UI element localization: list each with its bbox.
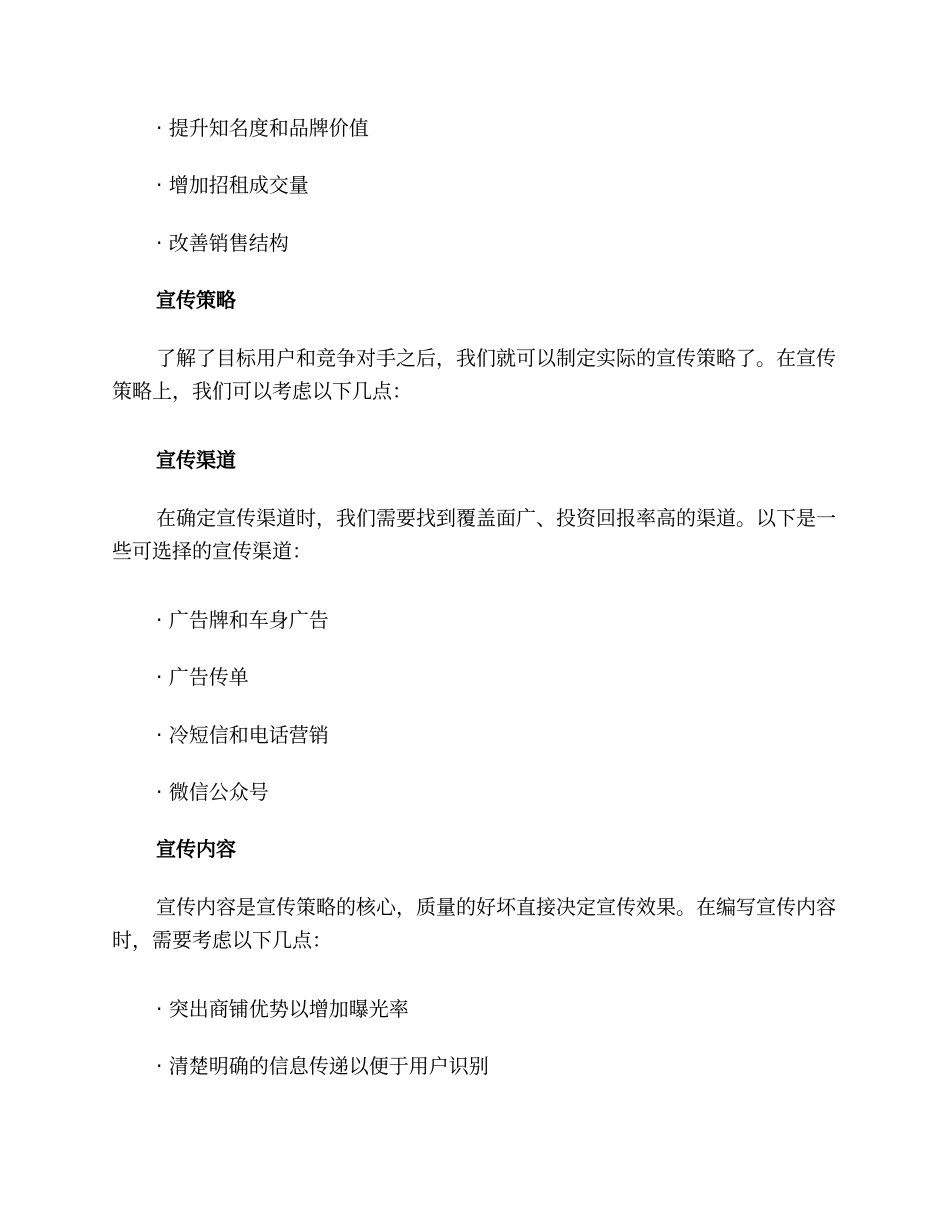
- bullet-goal-2: · 增加招租成交量: [156, 173, 309, 197]
- bullet-goal-3: · 改善销售结构: [156, 231, 289, 255]
- bullet-channel-2: · 广告传单: [156, 665, 249, 689]
- bullet-goal-1: · 提升知名度和品牌价值: [156, 116, 369, 140]
- paragraph-strategy: 了解了目标用户和竞争对手之后，我们就可以制定实际的宣传策略了。在宣传策略上，我们可以考虑以下几点：: [112, 346, 836, 403]
- bullet-content-2: · 清楚明确的信息传递以便于用户识别: [156, 1054, 489, 1078]
- paragraph-content: 宣传内容是宣传策略的核心，质量的好坏直接决定宣传效果。在编写宣传内容时，需要考虑以下几点：: [112, 895, 836, 952]
- bullet-channel-4: · 微信公众号: [156, 780, 269, 804]
- paragraph-channels: 在确定宣传渠道时，我们需要找到覆盖面广、投资回报率高的渠道。以下是一些可选择的宣传渠道：: [112, 506, 836, 563]
- heading-content: 宣传内容: [156, 837, 236, 861]
- bullet-channel-3: · 冷短信和电话营销: [156, 723, 329, 747]
- bullet-content-1: · 突出商铺优势以增加曝光率: [156, 997, 409, 1021]
- heading-channels: 宣传渠道: [156, 448, 236, 472]
- bullet-channel-1: · 广告牌和车身广告: [156, 608, 329, 632]
- heading-strategy: 宣传策略: [156, 288, 236, 312]
